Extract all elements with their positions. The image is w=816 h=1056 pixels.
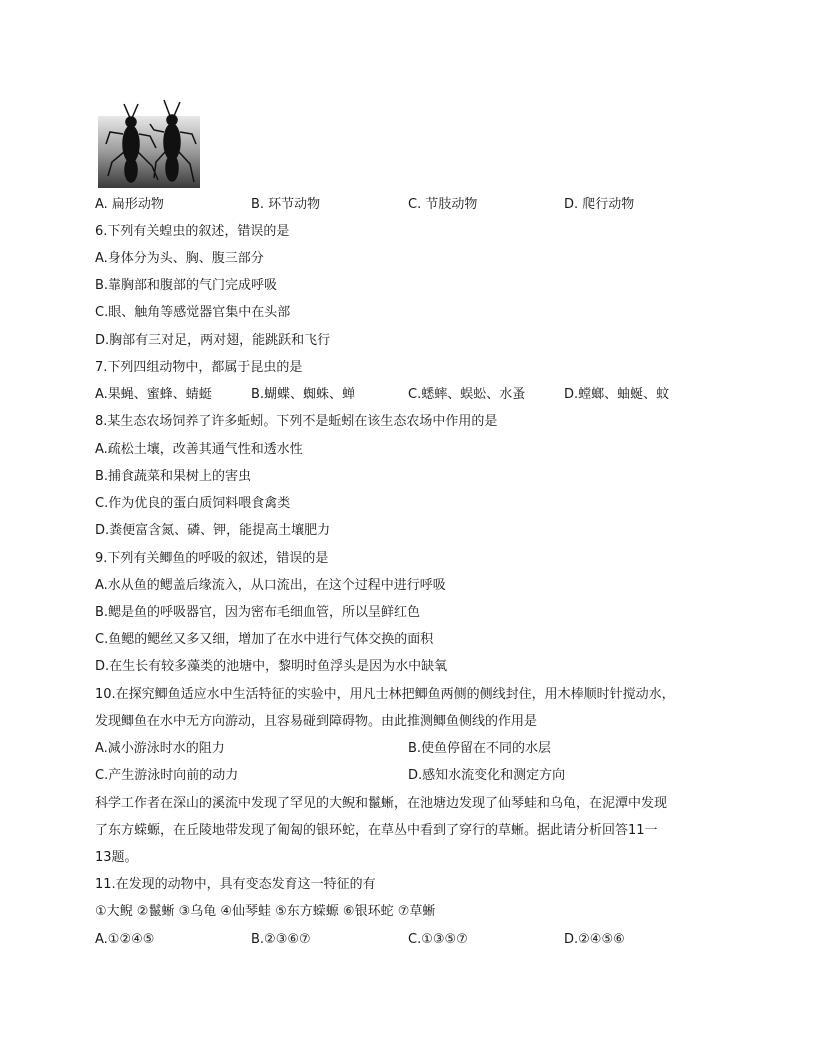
q8-option-b: B.捕食蔬菜和果树上的害虫 (95, 469, 252, 484)
q11-option-d: D.②④⑤⑥ (564, 932, 625, 947)
q6-option-c: C.眼、触角等感觉器官集中在头部 (95, 305, 291, 320)
q5-option-d: D. 爬行动物 (564, 197, 635, 212)
q5-option-c: C. 节肢动物 (408, 197, 478, 212)
insect-pair-photo (98, 96, 200, 188)
q7-option-b: B.蝴蝶、蜘蛛、蝉 (251, 387, 356, 402)
q7-stem: 7.下列四组动物中，都属于昆虫的是 (95, 360, 303, 375)
q11-option-b: B.②③⑥⑦ (251, 932, 311, 947)
q10-option-b: B.使鱼停留在不同的水层 (408, 741, 552, 756)
q10-option-d: D.感知水流变化和测定方向 (408, 768, 566, 783)
q6-stem: 6.下列有关蝗虫的叙述，错误的是 (95, 224, 290, 239)
q5-option-b: B. 环节动物 (251, 197, 321, 212)
q7-option-d: D.螳螂、蚰蜒、蚊 (564, 387, 670, 402)
q8-option-a: A.疏松土壤，改善其通气性和透水性 (95, 442, 303, 457)
q10-option-c: C.产生游泳时向前的动力 (95, 768, 239, 783)
q8-stem: 8.某生态农场饲养了许多蚯蚓。下列不是蚯蚓在该生态农场中作用的是 (95, 414, 498, 429)
q7-option-c: C.蟋蟀、蜈蚣、水蚤 (408, 387, 526, 402)
q10-stem-line2: 发现鲫鱼在水中无方向游动，且容易碰到障碍物。由此推测鲫鱼侧线的作用是 (95, 714, 538, 729)
q5-option-a: A. 扁形动物 (95, 197, 164, 212)
passage-line2: 了东方蝾螈，在丘陵地带发现了匍匐的银环蛇，在草丛中看到了穿行的草蜥。据此请分析回答11一 (95, 823, 658, 838)
q8-option-c: C.作为优良的蛋白质饲料喂食禽类 (95, 496, 291, 511)
q9-option-d: D.在生长有较多藻类的池塘中，黎明时鱼浮头是因为水中缺氧 (95, 659, 448, 674)
q6-option-b: B.靠胸部和腹部的气门完成呼吸 (95, 278, 278, 293)
q6-option-a: A.身体分为头、胸、腹三部分 (95, 251, 264, 266)
q9-option-a: A.水从鱼的鳃盖后缘流入，从口流出，在这个过程中进行呼吸 (95, 578, 446, 593)
q10-stem-line1: 10.在探究鲫鱼适应水中生活特征的实验中，用凡士林把鲫鱼两侧的侧线封住，用木棒顺时针搅动水， (95, 687, 675, 702)
passage-line1: 科学工作者在深山的溪流中发现了罕见的大鲵和鬣蜥，在池塘边发现了仙琴蛙和乌龟，在泥潭中发现 (95, 796, 668, 811)
q9-option-c: C.鱼鳃的鳃丝又多又细，增加了在水中进行气体交换的面积 (95, 632, 434, 647)
q11-option-c: C.①③⑤⑦ (408, 932, 468, 947)
q11-stem: 11.在发现的动物中，具有变态发育这一特征的有 (95, 877, 376, 892)
q9-option-b: B.鳃是鱼的呼吸器官，因为密布毛细血管，所以呈鲜红色 (95, 605, 421, 620)
q11-animal-list: ①大鲵 ②鬣蜥 ③乌龟 ④仙琴蛙 ⑤东方蝾螈 ⑥银环蛇 ⑦草蜥 (95, 904, 436, 919)
passage-line3: 13题。 (95, 850, 138, 865)
q9-stem: 9.下列有关鲫鱼的呼吸的叙述，错误的是 (95, 551, 329, 566)
q7-option-a: A.果蝇、蜜蜂、蜻蜓 (95, 387, 212, 402)
q6-option-d: D.胸部有三对足，两对翅，能跳跃和飞行 (95, 333, 331, 348)
q8-option-d: D.粪便富含氮、磷、钾，能提高土壤肥力 (95, 523, 331, 538)
q11-option-a: A.①②④⑤ (95, 932, 155, 947)
q10-option-a: A.减小游泳时水的阻力 (95, 741, 225, 756)
